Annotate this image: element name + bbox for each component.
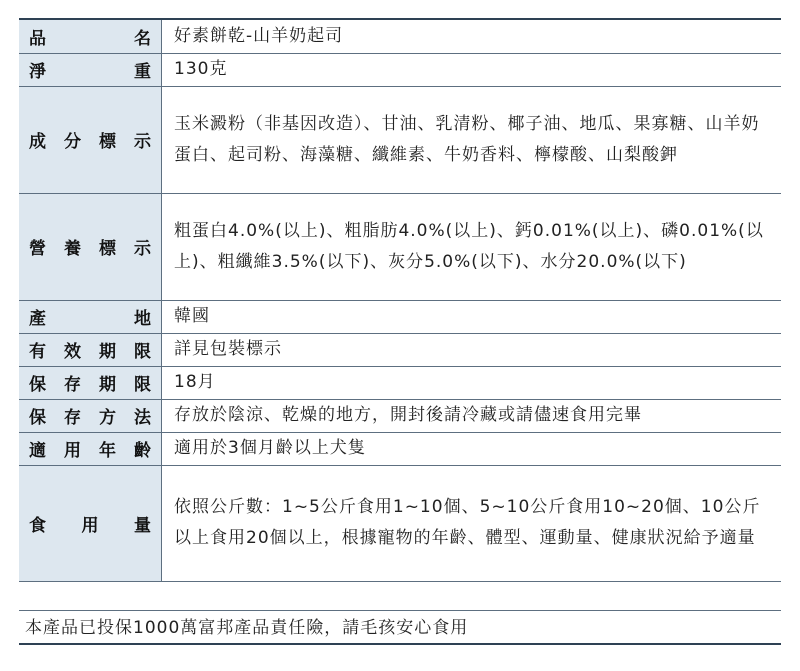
row-label-name: 品 名 <box>19 19 162 53</box>
row-label-shelf-life: 保存期限 <box>19 366 162 399</box>
product-spec-table <box>19 18 781 582</box>
row-label-dosage: 食 用 量 <box>19 465 162 581</box>
row-value-shelf-life: 18月 <box>162 366 782 399</box>
row-value-age: 適用於3個月齡以上犬隻 <box>162 432 782 465</box>
row-label-origin: 產 地 <box>19 300 162 333</box>
insurance-note: 本產品已投保1000萬富邦產品責任險，請毛孩安心食用 <box>19 610 781 645</box>
row-value-dosage: 依照公斤數：1~5公斤食用1~10個、5~10公斤食用10~20個、10公斤以上食用20個以上，根據寵物的年齡、體型、運動量、健康狀況給予適量 <box>162 465 782 581</box>
row-label-expiry: 有效期限 <box>19 333 162 366</box>
row-value-name: 好素餅乾-山羊奶起司 <box>162 19 782 53</box>
row-value-expiry: 詳見包裝標示 <box>162 333 782 366</box>
row-value-nutrition: 粗蛋白4.0%(以上)、粗脂肪4.0%(以上)、鈣0.01%(以上)、磷0.01%(以上)、粗纖維3.5%(以下)、灰分5.0%(以下)、水分20.0%(以下) <box>162 193 782 300</box>
row-value-storage: 存放於陰涼、乾燥的地方，開封後請冷藏或請儘速食用完畢 <box>162 399 782 432</box>
table-row <box>19 19 781 53</box>
table-row <box>19 53 781 86</box>
row-value-weight: 130克 <box>162 53 782 86</box>
row-label-storage: 保存方法 <box>19 399 162 432</box>
row-value-origin: 韓國 <box>162 300 782 333</box>
row-value-ingredients: 玉米澱粉（非基因改造）、甘油、乳清粉、椰子油、地瓜、果寡糖、山羊奶蛋白、起司粉、海藻糖、纖維素、牛奶香料、檸檬酸、山梨酸鉀 <box>162 86 782 193</box>
table-row <box>19 300 781 333</box>
row-label-nutrition: 營養標示 <box>19 193 162 300</box>
table-row <box>19 333 781 366</box>
table-row <box>19 465 781 581</box>
table-row <box>19 193 781 300</box>
table-row <box>19 432 781 465</box>
row-label-age: 適用年齡 <box>19 432 162 465</box>
row-label-ingredients: 成分標示 <box>19 86 162 193</box>
table-row <box>19 399 781 432</box>
table-row <box>19 86 781 193</box>
table-row <box>19 366 781 399</box>
row-label-weight: 淨 重 <box>19 53 162 86</box>
